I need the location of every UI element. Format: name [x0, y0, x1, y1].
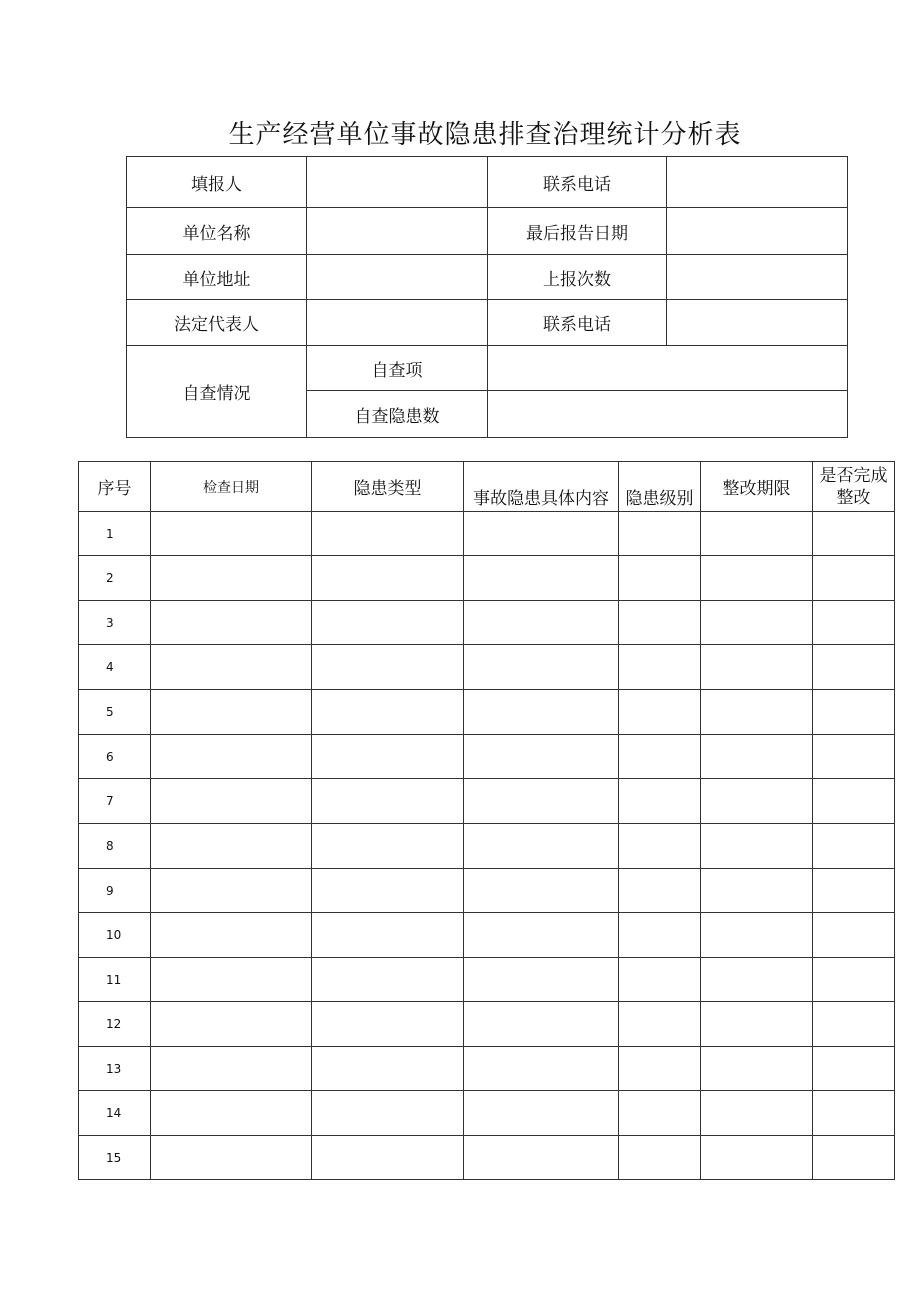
hazard-level-cell[interactable] [619, 556, 701, 601]
row-number: 13 [79, 1047, 151, 1091]
hazard-level-cell[interactable] [619, 824, 701, 869]
hazard-content-cell[interactable] [464, 601, 619, 645]
legal-rep-field[interactable] [307, 300, 488, 346]
deadline-cell[interactable] [701, 601, 813, 645]
hazard-type-cell[interactable] [312, 1047, 464, 1091]
row-number: 6 [79, 735, 151, 779]
completed-cell[interactable] [813, 1002, 895, 1047]
table-row [79, 690, 895, 735]
deadline-cell[interactable] [701, 512, 813, 556]
check-date-cell[interactable] [151, 1047, 312, 1091]
hazard-type-cell[interactable] [312, 512, 464, 556]
col-header-hazard-type: 隐患类型 [312, 462, 464, 512]
table-row [79, 1047, 895, 1091]
check-date-cell[interactable] [151, 869, 312, 913]
completed-cell[interactable] [813, 512, 895, 556]
hazard-content-cell[interactable] [464, 779, 619, 824]
deadline-cell[interactable] [701, 1136, 813, 1180]
hazard-level-cell[interactable] [619, 601, 701, 645]
table-row [79, 779, 895, 824]
check-date-cell[interactable] [151, 958, 312, 1002]
col-header-hazard-content: 事故隐患具体内容 [464, 462, 619, 512]
hazard-type-cell[interactable] [312, 913, 464, 958]
completed-cell[interactable] [813, 824, 895, 869]
row-number: 8 [79, 824, 151, 869]
table-row [79, 824, 895, 869]
table-row [79, 645, 895, 690]
hazard-level-cell[interactable] [619, 735, 701, 779]
self-check-items-field[interactable] [488, 346, 848, 391]
hazard-type-cell[interactable] [312, 735, 464, 779]
report-count-label: 上报次数 [488, 255, 667, 300]
completed-cell[interactable] [813, 779, 895, 824]
deadline-cell[interactable] [701, 958, 813, 1002]
hazard-content-cell[interactable] [464, 824, 619, 869]
contact-phone-field[interactable] [667, 157, 848, 208]
row-number: 7 [79, 779, 151, 824]
completed-cell[interactable] [813, 958, 895, 1002]
hazard-level-cell[interactable] [619, 1136, 701, 1180]
unit-name-label: 单位名称 [127, 208, 307, 255]
deadline-cell[interactable] [701, 556, 813, 601]
deadline-cell[interactable] [701, 1047, 813, 1091]
hazard-type-cell[interactable] [312, 556, 464, 601]
deadline-cell[interactable] [701, 779, 813, 824]
table-row [79, 556, 895, 601]
table-row [79, 1091, 895, 1136]
check-date-cell[interactable] [151, 735, 312, 779]
hazard-type-cell[interactable] [312, 1091, 464, 1136]
check-date-cell[interactable] [151, 1136, 312, 1180]
deadline-cell[interactable] [701, 869, 813, 913]
completed-cell[interactable] [813, 1047, 895, 1091]
hazard-type-cell[interactable] [312, 958, 464, 1002]
self-check-items-label: 自查项 [307, 346, 488, 391]
hazard-type-cell[interactable] [312, 1136, 464, 1180]
check-date-cell[interactable] [151, 690, 312, 735]
row-number: 9 [79, 869, 151, 913]
col-header-completed [813, 462, 895, 512]
hazard-content-cell[interactable] [464, 913, 619, 958]
unit-address-field[interactable] [307, 255, 488, 300]
hazard-level-cell[interactable] [619, 779, 701, 824]
hazard-content-cell[interactable] [464, 645, 619, 690]
row-number: 12 [79, 1002, 151, 1047]
table-row [79, 913, 895, 958]
hazard-content-cell[interactable] [464, 869, 619, 913]
contact-phone-label-2: 联系电话 [488, 300, 667, 346]
hazard-content-cell[interactable] [464, 1047, 619, 1091]
deadline-cell[interactable] [701, 690, 813, 735]
hazard-type-cell[interactable] [312, 690, 464, 735]
col-header-no: 序号 [79, 462, 151, 512]
deadline-cell[interactable] [701, 913, 813, 958]
legal-rep-label: 法定代表人 [127, 300, 307, 346]
check-date-cell[interactable] [151, 1002, 312, 1047]
hazard-content-cell[interactable] [464, 1136, 619, 1180]
row-number: 4 [79, 645, 151, 690]
hazard-content-cell[interactable] [464, 958, 619, 1002]
hazard-content-cell[interactable] [464, 690, 619, 735]
row-number: 15 [79, 1136, 151, 1180]
deadline-cell[interactable] [701, 824, 813, 869]
completed-cell[interactable] [813, 556, 895, 601]
completed-cell[interactable] [813, 1136, 895, 1180]
table-row [79, 1136, 895, 1180]
hazard-level-cell[interactable] [619, 869, 701, 913]
check-date-cell[interactable] [151, 824, 312, 869]
completed-cell[interactable] [813, 690, 895, 735]
table-row [79, 601, 895, 645]
row-number: 10 [79, 913, 151, 958]
last-report-date-label: 最后报告日期 [488, 208, 667, 255]
col-header-completed-line2: 整改 [836, 487, 871, 508]
table-row [79, 735, 895, 779]
deadline-cell[interactable] [701, 1002, 813, 1047]
col-header-check-date: 检查日期 [151, 462, 312, 512]
hazard-type-cell[interactable] [312, 779, 464, 824]
deadline-cell[interactable] [701, 1091, 813, 1136]
hazard-stats-table [78, 461, 895, 1180]
page-title: 生产经营单位事故隐患排查治理统计分析表 [228, 120, 742, 150]
hazard-content-cell[interactable] [464, 735, 619, 779]
report-count-field[interactable] [667, 255, 848, 300]
unit-info-table [126, 156, 848, 438]
row-number: 1 [79, 512, 151, 556]
hazard-level-cell[interactable] [619, 690, 701, 735]
completed-cell[interactable] [813, 869, 895, 913]
deadline-cell[interactable] [701, 645, 813, 690]
col-header-deadline: 整改期限 [701, 462, 813, 512]
table-row [79, 1002, 895, 1047]
hazard-level-cell[interactable] [619, 1047, 701, 1091]
check-date-cell[interactable] [151, 601, 312, 645]
table-row [79, 512, 895, 556]
col-header-hazard-level: 隐患级别 [619, 462, 701, 512]
unit-name-field[interactable] [307, 208, 488, 255]
check-date-cell[interactable] [151, 645, 312, 690]
hazard-content-cell[interactable] [464, 556, 619, 601]
hazard-type-cell[interactable] [312, 824, 464, 869]
row-number: 5 [79, 690, 151, 735]
table-row [79, 869, 895, 913]
unit-address-label: 单位地址 [127, 255, 307, 300]
check-date-cell[interactable] [151, 556, 312, 601]
hazard-type-cell[interactable] [312, 645, 464, 690]
completed-cell[interactable] [813, 735, 895, 779]
row-number: 14 [79, 1091, 151, 1136]
completed-cell[interactable] [813, 601, 895, 645]
hazard-level-cell[interactable] [619, 645, 701, 690]
self-check-hazards-field[interactable] [488, 391, 848, 438]
completed-cell[interactable] [813, 913, 895, 958]
check-date-cell[interactable] [151, 512, 312, 556]
completed-cell[interactable] [813, 645, 895, 690]
last-report-date-field[interactable] [667, 208, 848, 255]
contact-phone-field-2[interactable] [667, 300, 848, 346]
hazard-type-cell[interactable] [312, 869, 464, 913]
self-check-hazards-label: 自查隐患数 [307, 391, 488, 438]
deadline-cell[interactable] [701, 735, 813, 779]
check-date-cell[interactable] [151, 779, 312, 824]
hazard-type-cell[interactable] [312, 1002, 464, 1047]
table-row [79, 958, 895, 1002]
hazard-level-cell[interactable] [619, 958, 701, 1002]
hazard-content-cell[interactable] [464, 1002, 619, 1047]
hazard-level-cell[interactable] [619, 1091, 701, 1136]
hazard-level-cell[interactable] [619, 1002, 701, 1047]
contact-phone-label: 联系电话 [488, 157, 667, 208]
check-date-cell[interactable] [151, 913, 312, 958]
row-number: 3 [79, 601, 151, 645]
self-check-label: 自查情况 [127, 346, 307, 438]
row-number: 2 [79, 556, 151, 601]
hazard-level-cell[interactable] [619, 913, 701, 958]
hazard-content-cell[interactable] [464, 1091, 619, 1136]
hazard-level-cell[interactable] [619, 512, 701, 556]
completed-cell[interactable] [813, 1091, 895, 1136]
hazard-content-cell[interactable] [464, 512, 619, 556]
col-header-completed-line1: 是否完成 [819, 465, 888, 486]
row-number: 11 [79, 958, 151, 1002]
check-date-cell[interactable] [151, 1091, 312, 1136]
reporter-label: 填报人 [127, 157, 307, 208]
table-header-row [79, 462, 895, 512]
hazard-type-cell[interactable] [312, 601, 464, 645]
reporter-field[interactable] [307, 157, 488, 208]
